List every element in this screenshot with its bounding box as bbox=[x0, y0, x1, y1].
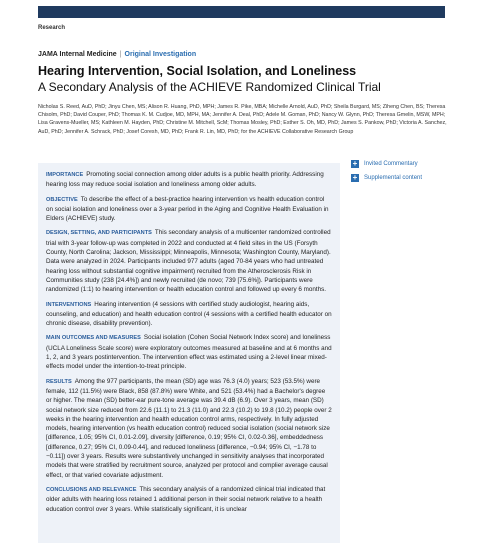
journal-line bbox=[38, 51, 196, 58]
abstract-design: DESIGN, SETTING, AND PARTICIPANTS This secondary analysis of a multicenter randomized controlled trial with 3-year follow-up was completed in 2022 and conducted at 4 field sites in the US (Forsyth County, North Carolina; Jackson, Mississippi; Minneapolis, Minnesota; Washington County, Maryland). Data were analyzed in 2024. Participants included 977 adults (aged 70-84 years who had untreated hearing loss without substantial cognitive impairment) recruited from the Atherosclerosis Risk in Communities study (238 [24.4%]) and newly recruited (de novo; 739 [75.6%]). Participants were randomized (1:1) to hearing intervention or health education control and followed up every 6 months. bbox=[46, 229, 331, 294]
article-subtitle: A Secondary Analysis of the ACHIEVE Randomized Clinical Trial bbox=[38, 80, 381, 94]
supplemental-content-link[interactable]: + Supplemental content bbox=[352, 173, 423, 182]
abstract-importance: IMPORTANCE Promoting social connection among older adults is a public health priority. Addressing hearing loss may reduce social isolation and loneliness among older adults. bbox=[46, 171, 324, 189]
plus-icon: + bbox=[352, 159, 358, 168]
article-type-link[interactable]: Original Investigation bbox=[124, 51, 197, 58]
article-title: Hearing Intervention, Social Isolation, and Loneliness bbox=[38, 64, 357, 78]
separator: | bbox=[119, 51, 122, 58]
abstract-outcomes: MAIN OUTCOMES AND MEASURES Social isolation (Cohen Social Network Index score) and loneliness (UCLA Loneliness Scale score) were exploratory outcomes measured at baseline and at 6 months and 1, 2, and 3 years postintervention. The intervention effect was estimated using a 2-level linear mixed-effects model under the intention-to-treat principle. bbox=[46, 334, 332, 371]
abstract-objective: OBJECTIVE To describe the effect of a best-practice hearing intervention vs health education control on social isolation and loneliness over a 3-year period in the Aging and Cognitive Health Evaluation in Elders (ACHIEVE) study. bbox=[46, 195, 329, 223]
author-list: Nicholas S. Reed, AuD, PhD; Jinyu Chen, MS; Alison R. Huang, PhD, MPH; James R. Pike, MBA; Michelle Arnold, AuD, PhD; Sheila Burgard, MS; Ziheng Chen, BS; Theresa Chisolm, PhD; David Couper, PhD; Thomas K. M. Cudjoe, MD, MPH, MA; Jennifer A. Deal, PhD; Adele M. Goman, PhD; Nancy W. Glynn, PhD; Theresa Gmelin, MSW, MPH; Lisa Gravens-Mueller, MS; Kathleen M. Hayden, PhD; Christine M. Mitchell, ScM; Thomas Mosley, PhD; Esther S. Oh, MD, PhD; James S. Pankow, PhD; Victoria A. Sanchez, AuD, PhD; Jennifer A. Schrack, PhD; Josef Coresh, MD, PhD; Frank R. Lin, MD, PhD; for the ACHIEVE Collaborative Research Group bbox=[38, 104, 447, 135]
journal-name: JAMA Internal Medicine bbox=[38, 51, 117, 58]
side-links bbox=[351, 160, 461, 188]
section-label: Research bbox=[38, 25, 66, 31]
plus-icon: + bbox=[352, 173, 358, 182]
abstract-interventions: INTERVENTIONS Hearing intervention (4 sessions with certified study audiologist, hearing aids, counseling, and education) and health education control (4 sessions with a certified health educator on chronic disease, disability prevention). bbox=[46, 300, 332, 328]
journal-banner bbox=[38, 6, 445, 18]
abstract-results: RESULTS Among the 977 participants, the mean (SD) age was 76.3 (4.0) years; 523 (53.5%) were female, 112 (11.5%) were Black, 858 (87.8%) were White, and 521 (53.4%) had a Bachelor's degree or higher. The mean (SD) better-ear pure-tone average was 39.4 dB (6.9). Over 3 years, mean (SD) social network size reduced from 22.6 (11.1) to 21.3 (11.0) and 22.3 (10.2) to 19.8 (10.2) people over 2 weeks in the hearing intervention and health education control arms, respectively. In fully adjusted models, hearing intervention (vs health education control) reduced social isolation (social network size [difference, 1.05; 95% CI, 0.01-2.09], diversity [difference, 0.19; 95% CI, 0.02-0.36], embeddedness [difference, 0.27; 95% CI, 0.09-0.44], and reduced loneliness [difference, −0.94; 95% CI, −1.78 to −0.11]) over 3 years. Results were substantively unchanged in sensitivity analyses that incorporated models that were stratified by recruitment source, analyzed per protocol and complier average causal effect, or that varied covariate adjustment. bbox=[46, 377, 332, 479]
abstract-conclusions: CONCLUSIONS AND RELEVANCE This secondary analysis of a randomized clinical trial indicated that older adults with hearing loss retained 1 additional person in their social network relative to a health education control over 3 years. While statistically significant, it is unclear bbox=[46, 485, 326, 513]
abstract-box bbox=[38, 163, 340, 543]
invited-commentary-link[interactable]: + Invited Commentary bbox=[352, 159, 418, 168]
